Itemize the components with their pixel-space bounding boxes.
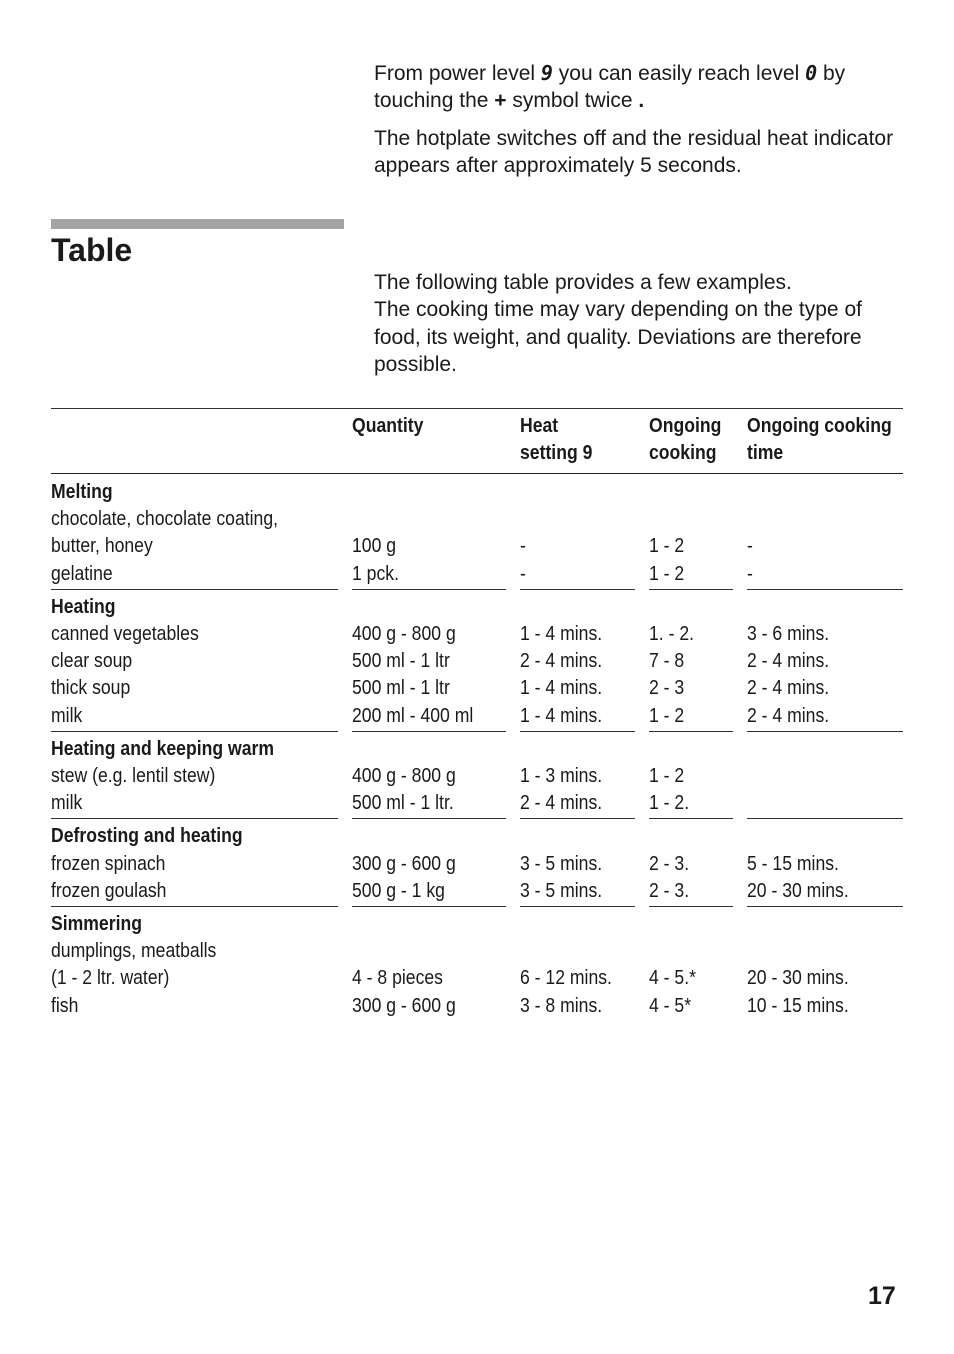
cell-time: 2 - 4 mins. (747, 650, 830, 673)
group-separator-rule (51, 906, 338, 907)
cell-ongoing: 1 - 2 (649, 704, 685, 727)
cell-heat: 1 - 4 mins. (520, 677, 603, 700)
column-header-heat-line2: setting 9 (520, 442, 593, 464)
cell-time: 2 - 4 mins. (747, 677, 830, 700)
intro-paragraph-power-level (374, 60, 904, 114)
group-separator-rule (520, 589, 635, 590)
cell-heat: 3 - 5 mins. (520, 852, 603, 875)
group-separator-rule (352, 589, 506, 590)
group-separator-rule (649, 906, 733, 907)
group-separator-rule (747, 906, 903, 907)
cell-food: gelatine (51, 562, 113, 585)
cell-ongoing: 7 - 8 (649, 650, 685, 673)
group-separator-rule (649, 731, 733, 732)
group-separator-rule (649, 589, 733, 590)
cell-ongoing: 1 - 2. (649, 792, 690, 815)
cell-time: 10 - 15 mins. (747, 994, 849, 1017)
section-description-text: The cooking time may vary depending on the type of food, its weight, and quality. Deviations are therefore possible. (374, 298, 862, 376)
column-header-ongoing-cooking (649, 413, 721, 467)
page-number: 17 (868, 1282, 896, 1310)
group-separator-rule (747, 818, 903, 819)
cell-time: 20 - 30 mins. (747, 879, 849, 902)
cell-ongoing: 2 - 3 (649, 677, 685, 700)
group-title: Heating (51, 595, 116, 618)
group-separator-rule (747, 589, 903, 590)
group-separator-rule (649, 818, 733, 819)
cell-food: fish (51, 994, 79, 1017)
cell-heat: 3 - 5 mins. (520, 879, 603, 902)
column-header-time-line2: time (747, 442, 784, 464)
plus-symbol: + (494, 89, 507, 112)
intro-text (374, 60, 904, 190)
cell-quantity: 200 ml - 400 ml (352, 704, 474, 727)
group-separator-rule (520, 906, 635, 907)
group-title: Simmering (51, 913, 142, 935)
table-top-rule (51, 408, 903, 409)
column-header-quantity-label: Quantity (352, 415, 424, 437)
cell-food: chocolate, chocolate coating, (51, 508, 278, 531)
group-separator-rule (51, 818, 338, 819)
cell-food: frozen spinach (51, 852, 166, 875)
section-title: Table (51, 232, 133, 268)
seven-segment-digit: 9 (540, 61, 553, 85)
cell-quantity: 500 ml - 1 ltr (352, 677, 450, 700)
cell-quantity: 4 - 8 pieces (352, 967, 443, 990)
intro-paragraph-residual-heat: The hotplate switches off and the residual heat indicator appears after approximately 5 seconds. (374, 127, 894, 177)
group-separator-rule (520, 818, 635, 819)
cell-heat: 1 - 4 mins. (520, 704, 603, 727)
seven-segment-digit: 0 (805, 61, 818, 85)
cell-food: thick soup (51, 677, 131, 700)
cell-food: butter, honey (51, 535, 153, 558)
group-separator-rule (352, 818, 506, 819)
cell-ongoing: 4 - 5* (649, 994, 692, 1017)
cell-food: frozen goulash (51, 879, 167, 902)
cell-ongoing: 2 - 3. (649, 879, 690, 902)
cell-time: 3 - 6 mins. (747, 623, 830, 645)
cell-ongoing: 2 - 3. (649, 852, 690, 875)
cell-ongoing: 1 - 2 (649, 765, 685, 787)
cell-heat: 3 - 8 mins. (520, 994, 603, 1017)
group-separator-rule (51, 589, 338, 590)
cell-quantity: 500 ml - 1 ltr. (352, 792, 454, 815)
column-header-ongoing-line1: Ongoing (649, 415, 722, 437)
column-header-heat-setting (520, 413, 592, 467)
period-symbol: . (638, 89, 645, 112)
group-title: Defrosting and heating (51, 825, 243, 848)
column-header-time-line1: Ongoing cooking (747, 415, 892, 437)
intro-text-part: symbol twice (506, 89, 639, 112)
group-separator-rule (520, 731, 635, 732)
cell-time: 2 - 4 mins. (747, 704, 830, 727)
table-header-rule (51, 473, 903, 474)
cell-quantity: 400 g - 800 g (352, 765, 456, 787)
group-title: Melting (51, 481, 113, 503)
group-separator-rule (352, 731, 506, 732)
cell-heat: 1 - 4 mins. (520, 623, 603, 645)
column-header-heat-line1: Heat (520, 415, 559, 437)
cell-heat: - (520, 562, 526, 585)
cell-time: - (747, 535, 753, 558)
intro-text-part: by touching the (374, 62, 846, 112)
cell-heat: - (520, 535, 526, 558)
section-description (374, 269, 894, 378)
section-description-line: The following table provides a few examples. (374, 271, 792, 294)
cell-time: 20 - 30 mins. (747, 967, 849, 990)
cell-time: 5 - 15 mins. (747, 852, 839, 875)
group-separator-rule (352, 906, 506, 907)
cell-food: stew (e.g. lentil stew) (51, 765, 216, 787)
cell-food: (1 - 2 ltr. water) (51, 967, 170, 990)
cell-heat: 1 - 3 mins. (520, 765, 603, 787)
intro-text-part: you can easily reach level (552, 62, 806, 85)
cell-quantity: 100 g (352, 535, 397, 558)
group-separator-rule (747, 731, 903, 732)
cell-quantity: 300 g - 600 g (352, 994, 456, 1017)
cell-ongoing: 1 - 2 (649, 535, 685, 558)
cell-food: clear soup (51, 650, 133, 673)
cell-time: - (747, 562, 753, 585)
cell-quantity: 300 g - 600 g (352, 852, 456, 875)
cell-ongoing: 1 - 2 (649, 562, 685, 585)
cell-quantity: 1 pck. (352, 562, 399, 585)
cell-heat: 2 - 4 mins. (520, 792, 603, 815)
cell-food: canned vegetables (51, 623, 199, 645)
cell-heat: 6 - 12 mins. (520, 967, 612, 990)
cell-food: milk (51, 704, 83, 727)
group-title: Heating and keeping warm (51, 737, 274, 760)
cell-quantity: 500 ml - 1 ltr (352, 650, 450, 673)
column-header-quantity (352, 413, 423, 440)
cell-ongoing: 1. - 2. (649, 623, 695, 645)
column-header-ongoing-line2: cooking (649, 442, 717, 464)
cell-ongoing: 4 - 5.* (649, 967, 696, 990)
cell-food: dumplings, meatballs (51, 940, 217, 963)
cell-food: milk (51, 792, 83, 815)
group-separator-rule (51, 731, 338, 732)
section-divider-bar (51, 219, 344, 229)
intro-text-part: From power level (374, 62, 541, 85)
cell-quantity: 500 g - 1 kg (352, 879, 445, 902)
column-header-ongoing-cooking-time (747, 413, 892, 467)
cell-heat: 2 - 4 mins. (520, 650, 603, 673)
cell-quantity: 400 g - 800 g (352, 623, 456, 645)
